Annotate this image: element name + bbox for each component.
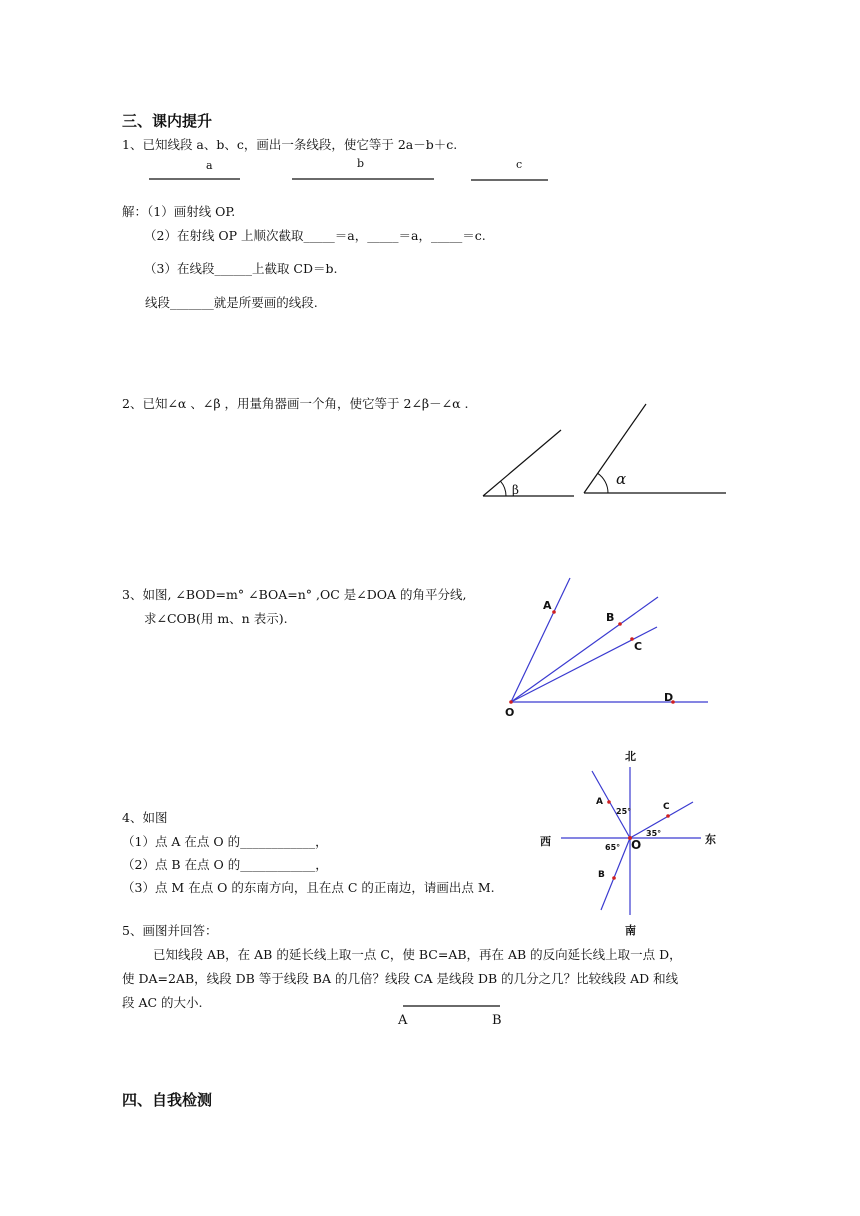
q5-label-B: B (492, 1013, 502, 1028)
q4-label-A: A (596, 797, 603, 807)
q5-stem: 5、画图并回答： (122, 923, 218, 938)
alpha-label: α (616, 470, 627, 488)
q3-label-B: B (606, 611, 615, 624)
north-label: 北 (625, 750, 636, 763)
q5-body-line3: 段 AC 的大小. (122, 995, 203, 1010)
south-label: 南 (625, 924, 636, 937)
q4-item1: （1）点 A 在点 O 的____________， (122, 834, 328, 849)
q5-label-A: A (398, 1013, 408, 1028)
angle-35-label: 35° (646, 829, 662, 838)
q4-item3: （3）点 M 在点 O 的东南方向，且在点 C 的正南边，请画出点 M. (122, 880, 495, 895)
q3-line1: 3、如图, ∠BOD=m° ∠BOA=n° ,OC 是∠DOA 的角平分线, (122, 587, 467, 602)
q4-stem: 4、如图 (122, 810, 168, 825)
q1-solution-2: （2）在射线 OP 上顺次截取_____＝a，_____＝a，_____＝c. (144, 228, 486, 243)
angle-25-label: 25° (616, 807, 632, 816)
q3-line2: 求∠COB(用 m、n 表示). (144, 611, 288, 626)
east-label: 东 (705, 833, 716, 846)
q4-label-C: C (663, 802, 670, 812)
q1-solution-1: 解：（1）画射线 OP. (122, 204, 236, 219)
q1-stem: 1、已知线段 a、b、c，画出一条线段，使它等于 2a－b＋c. (122, 137, 458, 152)
q3-label-D: D (664, 691, 674, 704)
segment-b-label: b (357, 157, 365, 170)
segment-a-label: a (206, 159, 213, 172)
angle-65-label: 65° (605, 843, 621, 852)
q1-solution-3: （3）在线段______上截取 CD＝b. (144, 261, 338, 276)
section3-title: 三、课内提升 (122, 112, 213, 130)
q3-label-C: C (634, 640, 643, 653)
q3-label-O: O (505, 706, 515, 719)
beta-label: β (512, 483, 519, 497)
q1-solution-4: 线段_______就是所要画的线段. (145, 295, 318, 310)
q3-label-A: A (543, 599, 552, 612)
q5-body-line1: 已知线段 AB，在 AB 的延长线上取一点 C，使 BC=AB，再在 AB 的反向延长线上取一点 D， (153, 947, 682, 962)
q4-label-B: B (598, 870, 605, 880)
segment-c-label: c (516, 158, 523, 171)
section4-title: 四、自我检测 (122, 1091, 213, 1109)
q5-body-line2: 使 DA=2AB，线段 DB 等于线段 BA 的几倍？线段 CA 是线段 DB 的几分之几？比较线段 AD 和线 (122, 971, 679, 986)
q4-label-O: O (631, 838, 642, 852)
q4-item2: （2）点 B 在点 O 的____________， (122, 857, 328, 872)
west-label: 西 (540, 835, 551, 848)
q2-stem: 2、已知∠α 、∠β ，用量角器画一个角，使它等于 2∠β－∠α . (122, 396, 469, 411)
